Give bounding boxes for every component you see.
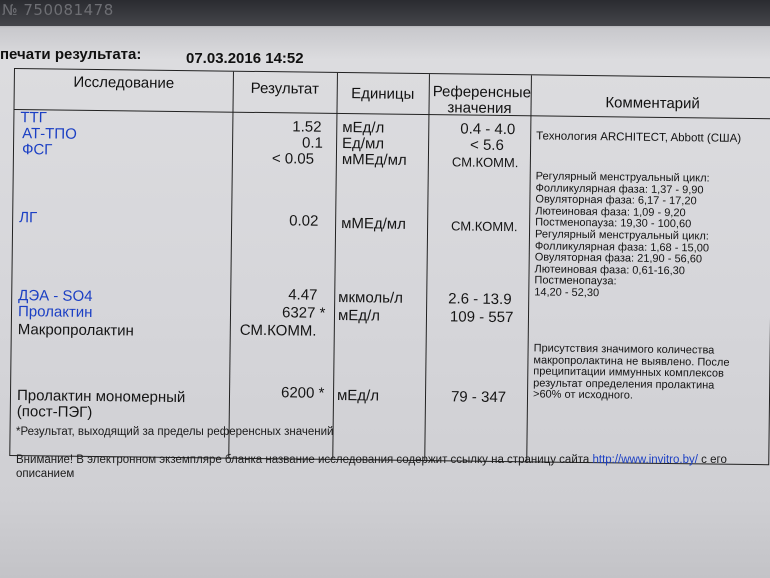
col-header-ref: Референсные значения [432, 83, 532, 118]
ref-prolactin: 109 - 557 [449, 308, 514, 327]
row-name-dhea: ДЭА - SO4 [18, 287, 93, 305]
result-macroprolactin: СМ.КОММ. [239, 321, 317, 340]
row-name-macroprolactin: Макропролактин [17, 321, 134, 340]
notice-line-2: описанием [16, 468, 75, 480]
comment-block-macroprolactin [533, 343, 730, 403]
units-lg: мМЕд/мл [341, 215, 407, 233]
comment-line: Лютеиновая фаза: 0,61-16,30 [534, 262, 686, 277]
units-at-tpo: мЕд/л [342, 119, 385, 137]
col-divider [526, 75, 532, 461]
result-fsg: 0.1 [302, 134, 324, 152]
comment-architect: Технология ARCHITECT, Abbott (США) [536, 130, 742, 145]
comment-line: Регулярный менструальный цикл: [534, 228, 709, 243]
ref-lg: СМ.КОММ. [451, 218, 518, 235]
ref-monomeric: 79 - 347 [450, 388, 507, 407]
lab-result-document [0, 30, 770, 578]
comment-line: Лютеиновая фаза: 1,09 - 9,20 [535, 204, 686, 219]
comment-line: преципитации иммунных комплексов [533, 365, 724, 380]
units-prolactin: мЕд/л [337, 306, 381, 325]
result-prolactin: 6327 * [281, 304, 326, 322]
col-header-units: Единицы [351, 85, 415, 103]
comment-line: Постменопауза: [534, 274, 617, 288]
row-name-fsg: ФСГ [21, 141, 53, 159]
print-label: печати результата: [0, 46, 142, 63]
col-header-test: Исследование [73, 73, 175, 92]
result-fsg-2: < 0.05 [271, 150, 315, 168]
notice-line-1 [16, 454, 727, 466]
comment-block-lg [534, 229, 709, 300]
comment-line: Фолликулярная фаза: 1,37 - 9,90 [535, 181, 704, 196]
row-name-post-peg: (пост-ПЭГ) [16, 403, 93, 421]
units-fsg-2: мМЕд/мл [341, 151, 407, 169]
result-lg: 0.02 [289, 212, 319, 230]
comment-line: Присутствия значимого количества [533, 342, 715, 357]
row-name-ttg: ТТГ [20, 109, 47, 127]
footnote: *Результат, выходящий за пределы референсных значений [16, 426, 334, 438]
ref-at-tpo: 0.4 - 4.0 [460, 120, 516, 139]
notice-text: Внимание! В электронном экземпляре бланка название исследования содержит ссылку на страницу сайта [16, 454, 590, 466]
ref-dhea: 2.6 - 13.9 [448, 290, 512, 309]
comment-block-fsg [535, 171, 710, 231]
ref-fsg: < 5.6 [469, 136, 504, 154]
row-name-monomeric-prolactin: Пролактин мономерный [16, 387, 186, 407]
comment-line: результат определения пролактина [533, 376, 715, 392]
result-monomeric: 6200 * [280, 384, 325, 402]
row-name-at-tpo: АТ-ТПО [22, 125, 77, 143]
ref-fsg-2: СМ.КОММ. [451, 154, 519, 171]
col-divider [424, 74, 430, 460]
comment-line: Регулярный менструальный цикл: [535, 170, 710, 185]
comment-line: Овуляторная фаза: 21,90 - 56,60 [534, 251, 703, 266]
comment-line: Фолликулярная фаза: 1,68 - 15,00 [534, 239, 710, 255]
comment-line: 14,20 - 52,30 [534, 285, 600, 299]
units-monomeric: мЕд/л [336, 386, 380, 405]
row-name-lg: ЛГ [19, 209, 38, 227]
comment-line: макропролактина не выявлено. После [533, 353, 730, 369]
row-name-prolactin: Пролактин [17, 303, 93, 321]
col-header-comment: Комментарий [605, 94, 700, 113]
result-at-tpo: 1.52 [292, 118, 322, 136]
invitro-link[interactable]: http://www.invitro.by/ [592, 454, 698, 466]
comment-line: Постменопауза: 19,30 - 100,60 [535, 216, 692, 231]
barcode-text: № 750081478 [2, 1, 114, 19]
top-dark-strip [0, 0, 770, 26]
notice-suffix: с его [701, 454, 727, 466]
col-divider [228, 72, 234, 458]
comment-line: >60% от исходного. [532, 388, 634, 402]
results-table [9, 68, 770, 465]
units-fsg: Ед/мл [341, 135, 385, 153]
col-header-result: Результат [250, 79, 319, 98]
result-dhea: 4.47 [288, 286, 318, 304]
units-dhea: мкмоль/л [338, 288, 404, 307]
comment-line: Овуляторная фаза: 6,17 - 17,20 [535, 193, 697, 208]
print-datetime: 07.03.2016 14:52 [186, 50, 304, 67]
